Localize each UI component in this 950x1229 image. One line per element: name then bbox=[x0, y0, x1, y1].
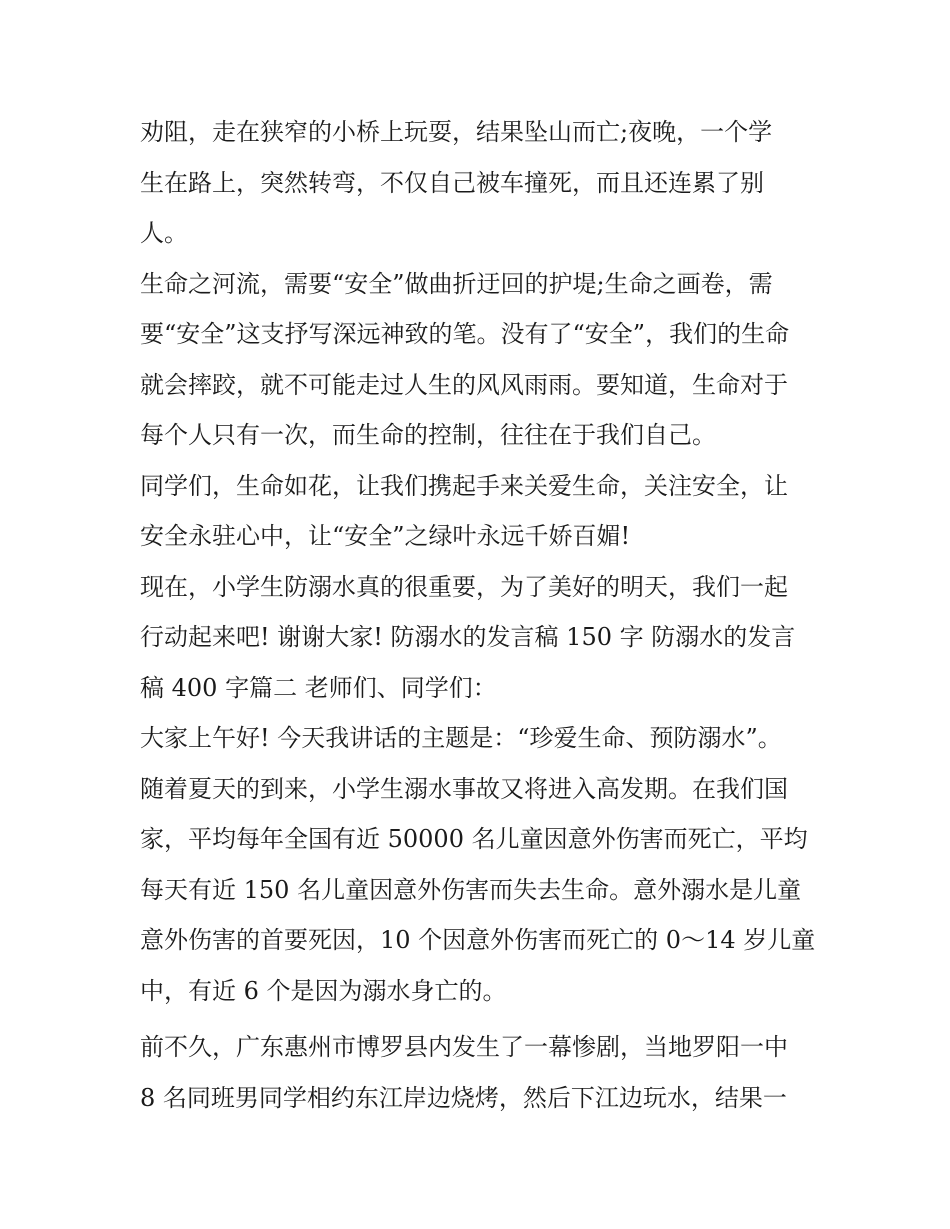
text-line: 大家上午好! 今天我讲话的主题是：“珍爱生命、预防溺水”。 bbox=[140, 724, 782, 752]
text-line: 中，有近 6 个是因为溺水身亡的。 bbox=[140, 976, 507, 1005]
text-line: 每个人只有一次，而生命的控制，往往在于我们自己。 bbox=[140, 421, 716, 449]
text-line: 生命之河流，需要“安全”做曲折迂回的护堤;生命之画卷，需 bbox=[140, 269, 773, 298]
text-line: 家，平均每年全国有近 50000 名儿童因意外伤害而死亡，平均 bbox=[140, 825, 808, 853]
text-line: 劝阻，走在狭窄的小桥上玩耍，结果坠山而亡;夜晚，一个学 bbox=[140, 118, 773, 146]
text-line: 要“安全”这支抒写深远神致的笔。没有了“安全”，我们的生命 bbox=[140, 320, 790, 348]
text-line: 8 名同班男同学相约东江岸边烧烤，然后下江边玩水，结果一 bbox=[140, 1083, 787, 1112]
text-line: 稿 400 字篇二 老师们、同学们： bbox=[140, 673, 497, 702]
text-line: 就会摔跤，就不可能走过人生的风风雨雨。要知道，生命对于 bbox=[140, 370, 788, 399]
text-line: 人。 bbox=[140, 219, 188, 247]
text-line: 生在路上，突然转弯，不仅自己被车撞死，而且还连累了别 bbox=[140, 168, 764, 197]
text-line: 每天有近 150 名儿童因意外伤害而失去生命。意外溺水是儿童 bbox=[140, 875, 802, 904]
text-line: 行动起来吧! 谢谢大家! 防溺水的发言稿 150 字 防溺水的发言 bbox=[140, 623, 796, 651]
text-line: 前不久，广东惠州市博罗县内发生了一幕惨剧，当地罗阳一中 bbox=[140, 1033, 788, 1061]
text-line: 现在，小学生防溺水真的很重要，为了美好的明天，我们一起 bbox=[140, 572, 788, 601]
text-line: 意外伤害的首要死因，10 个因意外伤害而死亡的 0～14 岁儿童 bbox=[140, 926, 816, 954]
text-line: 安全永驻心中，让“安全”之绿叶永远千娇百媚! bbox=[140, 522, 631, 550]
text-line: 同学们，生命如花，让我们携起手来关爱生命，关注安全，让 bbox=[140, 471, 788, 500]
text-line: 随着夏天的到来，小学生溺水事故又将进入高发期。在我们国 bbox=[140, 774, 788, 803]
document-body bbox=[140, 107, 820, 1123]
